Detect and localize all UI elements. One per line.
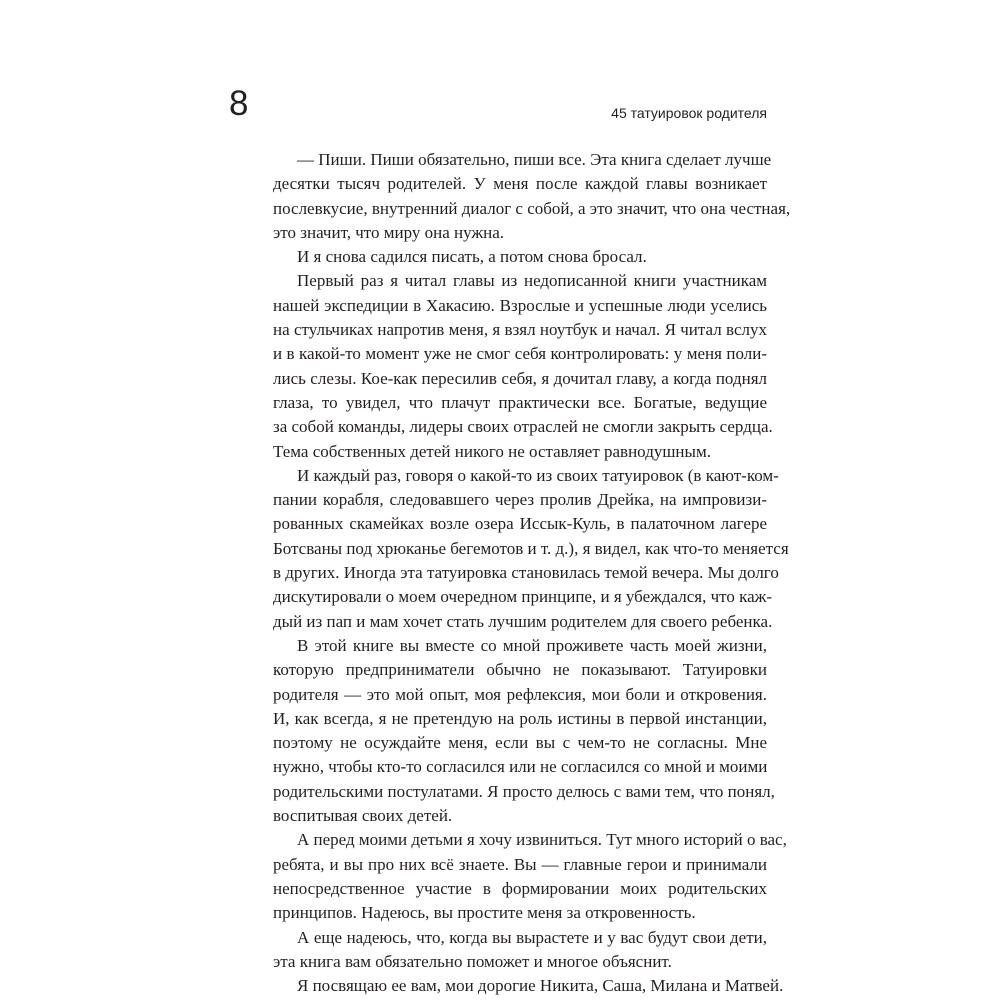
text-line: И я снова садился писать, а потом снова бросал. — [297, 247, 647, 267]
text-line: лись слезы. Кое-как пересилив себя, я дочитал главу, а когда поднял — [273, 368, 767, 388]
text-line: Тема собственных детей никого не оставляет равнодушным. — [273, 441, 711, 461]
paragraph — [273, 974, 784, 998]
text-line: родителя — это мой опыт, моя рефлексия, мои боли и откровения. — [273, 684, 767, 704]
page-number: 8 — [229, 84, 249, 123]
text-line: А еще надеюсь, что, когда вы вырастете и у вас будут свои дети, — [297, 927, 767, 947]
text-line: и в какой-то момент уже не смог себя контролировать: у меня поли- — [273, 344, 767, 364]
text-line: дый из пап и мам хочет стать лучшим родителем для своего ребенка. — [273, 611, 773, 631]
text-line: в других. Иногда эта татуировка становилась темой вечера. Мы долго — [273, 563, 779, 583]
text-line: В этой книге вы вместе со мной проживете часть моей жизни, — [297, 635, 767, 655]
text-line: десятки тысяч родителей. У меня после каждой главы возникает — [273, 174, 767, 194]
running-title: 45 татуировок родителя — [611, 105, 767, 121]
text-line: на стульчиках напротив меня, я взял ноутбук и начал. Я читал вслух — [273, 320, 767, 340]
text-line: пании корабля, следовавшего через пролив Дрейка, на импровизи- — [273, 490, 767, 510]
paragraph — [273, 148, 791, 245]
text-line: нужно, чтобы кто-то согласился или не согласился со мной и моими — [273, 757, 768, 777]
text-line: глаза, то увидел, что плачут практически все. Богатые, ведущие — [273, 392, 767, 412]
text-line: Первый раз я читал главы из недописанной книги участникам — [297, 271, 767, 291]
paragraph — [273, 269, 773, 463]
paragraph — [273, 634, 775, 828]
text-line: дискутировали о моем очередном принципе, и я убеждался, что каж- — [273, 587, 773, 607]
text-line: воспитывая своих детей. — [273, 806, 453, 826]
text-line: А перед моими детьми я хочу извиниться. Тут много историй о вас, — [297, 830, 787, 850]
text-line: И каждый раз, говоря о какой-то из своих татуировок (в кают-ком- — [297, 465, 779, 485]
text-line: непосредственное участие в формировании моих родительских — [273, 878, 767, 898]
text-line: эта книга вам обязательно поможет и многое объяснит. — [273, 951, 672, 971]
paragraph — [273, 245, 767, 269]
text-line: Я посвящаю ее вам, мои дорогие Никита, Саша, Милана и Матвей. — [297, 976, 784, 996]
text-line: рованных скамейках возле озера Иссык-Куль, в палаточном лагере — [273, 514, 767, 534]
paragraph — [273, 828, 787, 925]
text-line: послевкусие, внутренний диалог с собой, а это значит, что она честная, — [273, 198, 791, 218]
text-line: поэтому не осуждайте меня, если вы с чем-то не согласны. Мне — [273, 733, 767, 753]
text-line: ребята, и вы про них всё знаете. Вы — главные герои и принимали — [273, 854, 767, 874]
paragraph — [273, 926, 767, 975]
text-line: которую предприниматели обычно не показывают. Татуировки — [273, 660, 767, 680]
text-line: — Пиши. Пиши обязательно, пиши все. Эта книга сделает лучше — [297, 150, 772, 169]
body-text — [273, 148, 791, 998]
text-line: это значит, что миру она нужна. — [273, 222, 505, 242]
text-line: Ботсваны под хрюканье бегемотов и т. д.), я видел, как что-то меняется — [273, 538, 789, 558]
text-line: нашей экспедиции в Хакасию. Взрослые и успешные люди уселись — [273, 295, 767, 315]
text-line: принципов. Надеюсь, вы простите меня за откровенность. — [273, 903, 696, 923]
text-line: И, как всегда, я не претендую на роль истины в первой инстанции, — [273, 708, 767, 728]
paragraph — [273, 464, 789, 634]
text-line: за собой команды, лидеры своих отраслей не смогли закрыть сердца. — [273, 417, 773, 437]
text-line: родительскими постулатами. Я просто делюсь с вами тем, что понял, — [273, 781, 775, 801]
